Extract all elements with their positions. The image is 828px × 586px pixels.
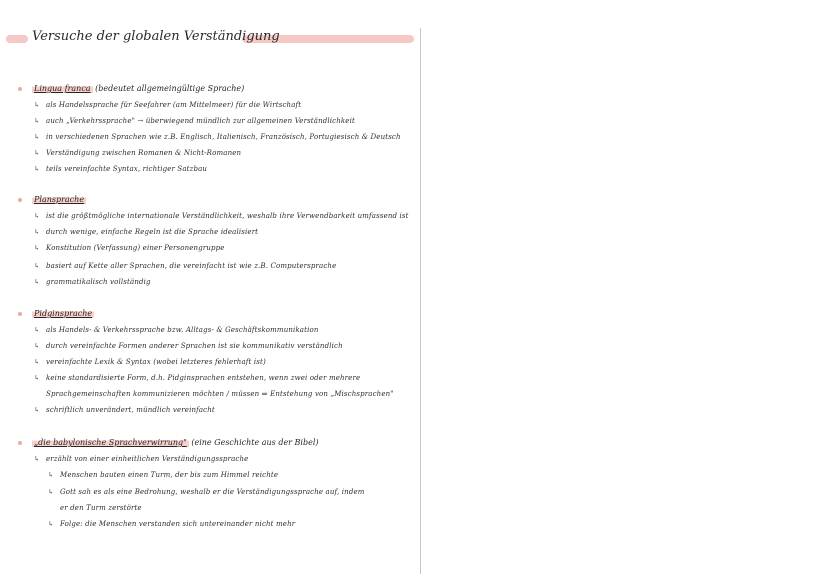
page-title: Versuche der globalen Verständigung: [32, 29, 280, 44]
title-highlight-left: [6, 35, 28, 43]
heading-note: (eine Geschichte aus der Bibel): [191, 438, 319, 447]
heading-text: Pidginsprache: [34, 309, 93, 318]
section-heading: [32, 309, 94, 319]
list-item: ↳ basiert auf Kette aller Sprachen, die vereinfacht ist wie z.B. Computersprache: [34, 262, 337, 270]
arrow-icon: ↳: [34, 326, 41, 334]
heading-note: (bedeutet allgemeingültige Sprache): [95, 84, 245, 93]
list-item: ↳ als Handels- & Verkehrssprache bzw. Alltags- & Geschäftskommunikation: [34, 326, 319, 334]
list-item: ↳ keine standardisierte Form, d.h. Pidginsprachen entstehen, wenn zwei oder mehrere: [34, 374, 361, 382]
list-item: ↳ Verständigung zwischen Romanen & Nicht-Romanen: [34, 149, 242, 157]
list-item: ↳ schriftlich unverändert, mündlich vereinfacht: [34, 406, 215, 414]
arrow-icon: ↳: [48, 520, 55, 528]
arrow-icon: ↳: [48, 488, 55, 496]
sub-list-item: ↳ Folge: die Menschen verstanden sich untereinander nicht mehr: [48, 520, 296, 528]
arrow-icon: ↳: [34, 406, 41, 414]
arrow-icon: ↳: [34, 149, 41, 157]
arrow-icon: ↳: [48, 471, 55, 479]
heading-text: „die babylonische Sprachverwirrung": [34, 438, 187, 447]
list-item: ↳ erzählt von einer einheitlichen Verständigungssprache: [34, 455, 249, 463]
section-heading: [32, 438, 319, 448]
list-item: ↳ grammatikalisch vollständig: [34, 278, 151, 286]
list-item: ↳ als Handelssprache für Seefahrer (am Mittelmeer) für die Wirtschaft: [34, 101, 302, 109]
section-bullet: [18, 198, 22, 202]
arrow-icon: ↳: [34, 262, 41, 270]
list-item: ↳ vereinfachte Lexik & Syntax (wobei letzteres fehlerhaft ist): [34, 358, 266, 366]
list-item: ↳ auch „Verkehrssprache" → überwiegend mündlich zur allgemeinen Verständlichkeit: [34, 117, 355, 125]
arrow-icon: ↳: [34, 374, 41, 382]
list-item: ↳ durch wenige, einfache Regeln ist die Sprache idealisiert: [34, 228, 259, 236]
list-item-continuation: Sprachgemeinschaften kommunizieren möchten / müssen ⇒ Entstehung von „Mischsprachen": [46, 390, 394, 398]
heading-text: Plansprache: [34, 195, 85, 204]
section-bullet: [18, 87, 22, 91]
list-item: ↳ teils vereinfachte Syntax, richtiger Satzbau: [34, 165, 208, 173]
section-bullet: [18, 441, 22, 445]
sub-list-item: ↳ Menschen bauten einen Turm, der bis zum Himmel reichte: [48, 471, 279, 479]
section-heading: [32, 84, 244, 94]
arrow-icon: ↳: [34, 165, 41, 173]
sub-list-item-continuation: er den Turm zerstörte: [60, 504, 142, 512]
arrow-icon: ↳: [34, 212, 41, 220]
arrow-icon: ↳: [34, 228, 41, 236]
arrow-icon: ↳: [34, 117, 41, 125]
arrow-icon: ↳: [34, 455, 41, 463]
sub-list-item: ↳ Gott sah es als eine Bedrohung, weshalb er die Verständigungssprache auf, indem: [48, 488, 365, 496]
arrow-icon: ↳: [34, 342, 41, 350]
arrow-icon: ↳: [34, 133, 41, 141]
list-item: ↳ in verschiedenen Sprachen wie z.B. Englisch, Italienisch, Französisch, Portugiesisch & Deutsch: [34, 133, 401, 141]
list-item: ↳ durch vereinfachte Formen anderer Sprachen ist sie kommunikativ verständlich: [34, 342, 343, 350]
arrow-icon: ↳: [34, 244, 41, 252]
list-item: ↳ Konstitution (Verfassung) einer Personengruppe: [34, 244, 225, 252]
arrow-icon: ↳: [34, 278, 41, 286]
section-heading: [32, 195, 86, 205]
arrow-icon: ↳: [34, 101, 41, 109]
list-item: ↳ ist die größtmögliche internationale Verständlichkeit, weshalb ihre Verwendbarkeit umfassend ist: [34, 212, 409, 220]
heading-text: Lingua franca: [34, 84, 91, 93]
arrow-icon: ↳: [34, 358, 41, 366]
page-divider: [420, 28, 421, 574]
section-bullet: [18, 312, 22, 316]
